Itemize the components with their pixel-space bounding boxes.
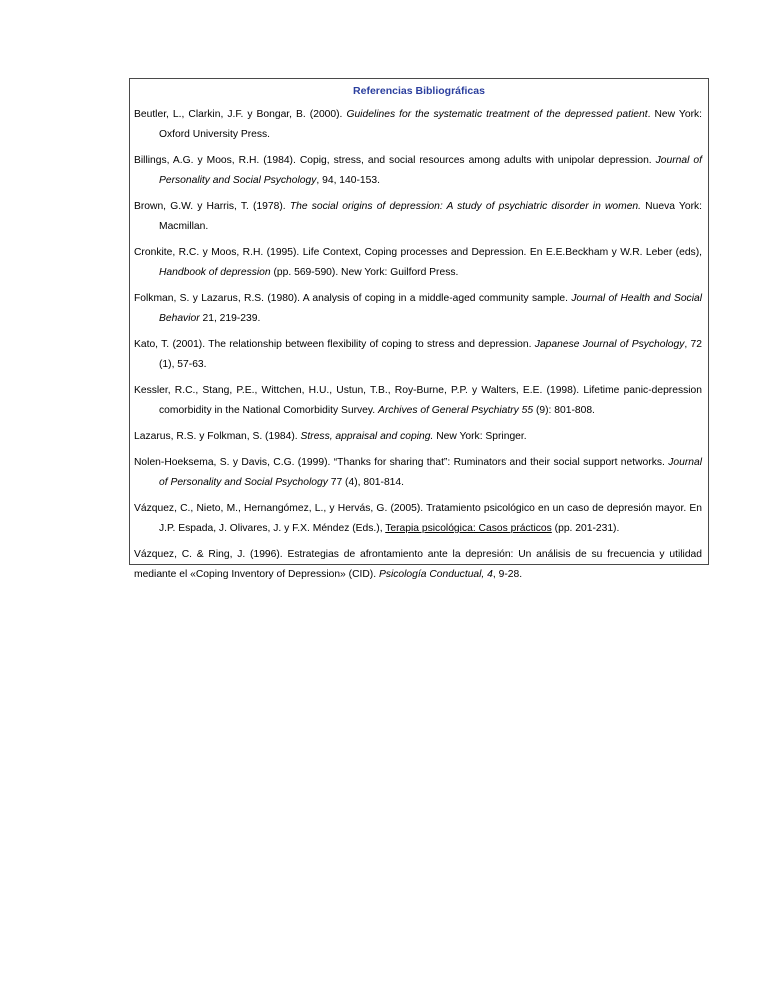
reference-item: Lazarus, R.S. y Folkman, S. (1984). Stress, appraisal and coping. New York: Springer. bbox=[134, 431, 527, 442]
reference-item: Beutler, L., Clarkin, J.F. y Bongar, B. (2000). Guidelines for the systematic treatment of the depressed patient. New York: Oxford University Press. bbox=[134, 109, 703, 140]
reference-item: Vázquez, C., Nieto, M., Hernangómez, L., y Hervás, G. (2005). Tratamiento psicológico en un caso de depresión mayor. En J.P. Espada, J. Olivares, J. y F.X. Méndez (Eds.), Terapia psicológica: Casos prácticos (pp. 201-231). bbox=[134, 503, 702, 534]
reference-item: Brown, G.W. y Harris, T. (1978). The social origins of depression: A study of psychiatric disorder in women. Nueva York: Macmillan. bbox=[134, 201, 703, 232]
references-title: Referencias Bibliográficas bbox=[353, 85, 485, 97]
reference-item: Cronkite, R.C. y Moos, R.H. (1995). Life Context, Coping processes and Depression. En E.E.Beckham y W.R. Leber (eds), Handbook of depression (pp. 569-590). New York: Guilford Press. bbox=[134, 247, 702, 278]
references-list bbox=[134, 105, 702, 591]
reference-item: Nolen-Hoeksema, S. y Davis, C.G. (1999). “Thanks for sharing that”: Ruminators and their social support networks. Journal of Personality and Social Psychology 77 (4), 801-814. bbox=[134, 457, 702, 488]
reference-item: Folkman, S. y Lazarus, R.S. (1980). A analysis of coping in a middle-aged community sample. Journal of Health and Social Behavior 21, 219-239. bbox=[134, 293, 702, 324]
reference-item: Billings, A.G. y Moos, R.H. (1984). Copig, stress, and social resources among adults with unipolar depression. Journal of Personality and Social Psychology, 94, 140-153. bbox=[134, 155, 702, 186]
reference-item: Kessler, R.C., Stang, P.E., Wittchen, H.U., Ustun, T.B., Roy-Burne, P.P. y Walters, E.E. (1998). Lifetime panic-depression comorbidity in the National Comorbidity Survey. Archives of General Psychiatry 55 (9): 801-808. bbox=[134, 385, 702, 416]
reference-item: Kato, T. (2001). The relationship between flexibility of coping to stress and depression. Japanese Journal of Psychology, 72 (1), 57-63. bbox=[134, 339, 702, 370]
reference-item: Vázquez, C. & Ring, J. (1996). Estrategias de afrontamiento ante la depresión: Un análisis de su frecuencia y utilidad mediante el «Coping Inventory of Depression» (CID). Psicología Conductual, 4, 9-28. bbox=[134, 549, 702, 580]
references-box bbox=[129, 78, 709, 580]
